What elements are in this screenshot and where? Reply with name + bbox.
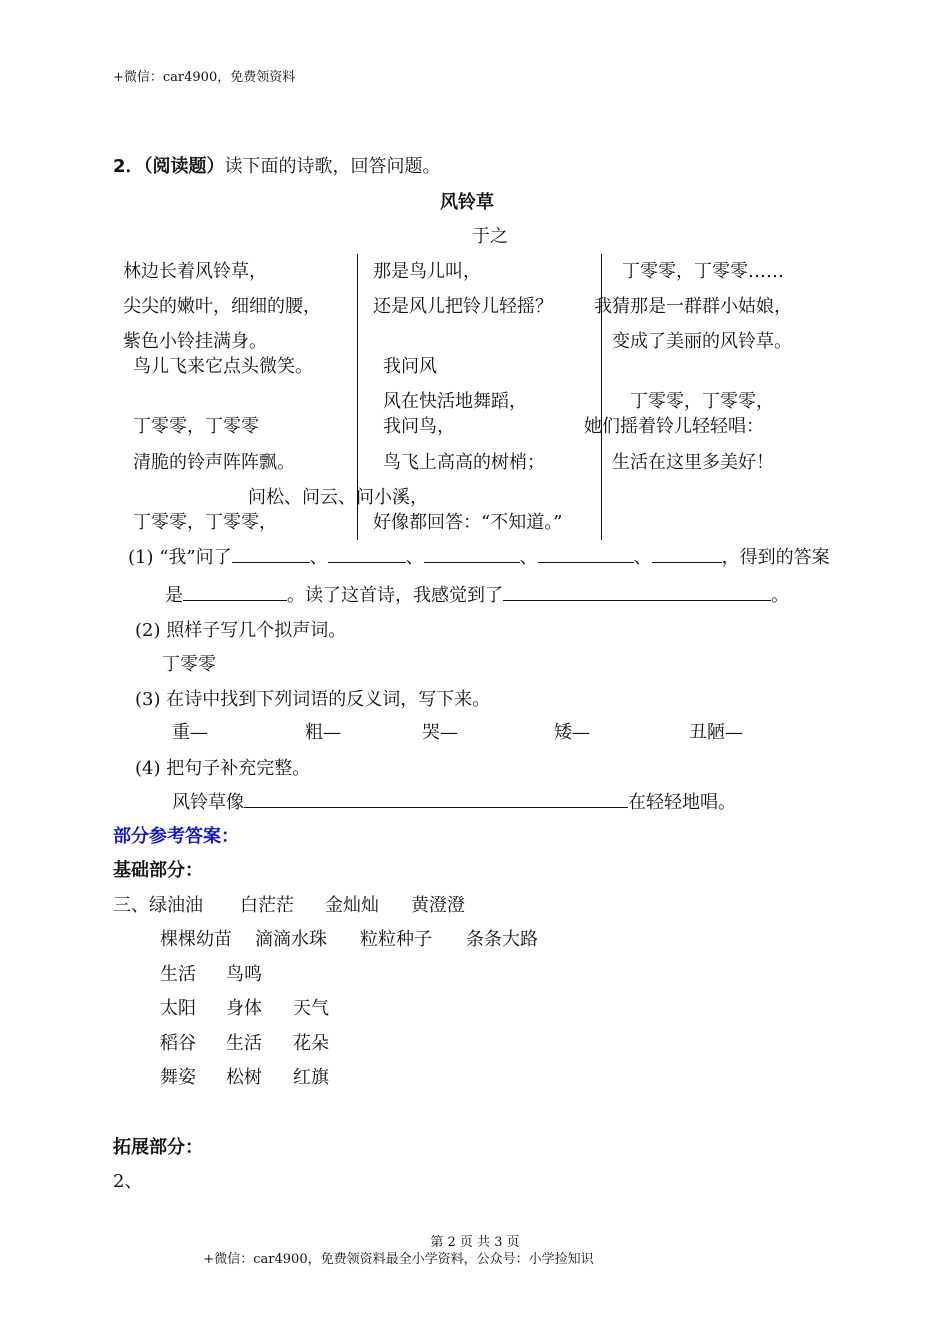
answer-word: 稻谷 — [160, 1033, 196, 1054]
q2-prompt: (2) 照样子写几个拟声词。 — [135, 620, 347, 641]
answer-blank[interactable] — [538, 546, 634, 563]
q3-word: 矮— — [554, 722, 590, 743]
poem-line: 清脆的铃声阵阵飘。 — [133, 452, 295, 473]
poem-line: 尖尖的嫩叶，细细的腰， — [123, 296, 321, 317]
poem-line: 好像都回答：“不知道。” — [373, 512, 563, 533]
q4-sentence — [172, 788, 736, 814]
answer-word: 身体 — [226, 998, 262, 1019]
answer-blank[interactable] — [424, 546, 520, 563]
answer-word: 生活 — [226, 1033, 262, 1054]
question-prompt: 读下面的诗歌，回答问题。 — [224, 156, 441, 177]
answer-word: 棵棵幼苗 — [160, 929, 232, 950]
basic-heading: 基础部分： — [113, 860, 203, 881]
answer-word: 滴滴水珠 — [255, 929, 327, 950]
answer-blank[interactable] — [244, 791, 628, 808]
poem-line: 问松、问云、问小溪， — [248, 487, 428, 508]
answers-heading: 部分参考答案： — [113, 826, 239, 847]
answer-word: 三、绿油油 — [113, 895, 203, 916]
q3-word: 重— — [172, 722, 208, 743]
q1-text: (1) “我”问了 — [128, 547, 232, 568]
poem-title: 风铃草 — [440, 192, 494, 213]
answer-word: 太阳 — [160, 998, 196, 1019]
answer-blank[interactable] — [183, 584, 287, 601]
q1-sep: 、 — [633, 547, 652, 568]
answer-word: 舞姿 — [160, 1067, 196, 1088]
poem-line: 林边长着风铃草， — [123, 261, 267, 282]
poem-line: 我猜那是一群群小姑娘， — [594, 296, 792, 317]
q4-text: 在轻轻地唱。 — [628, 792, 736, 813]
poem-line: 紫色小铃挂满身。 — [123, 331, 267, 352]
q3-prompt: (3) 在诗中找到下列词语的反义词，写下来。 — [135, 689, 491, 710]
poem-line: 风在快活地舞蹈， — [383, 391, 527, 412]
q1-text: 是 — [165, 585, 183, 606]
answer-word: 粒粒种子 — [360, 929, 432, 950]
poem-line: 我问风 — [383, 356, 437, 377]
q1-text: ，得到的答案 — [721, 547, 830, 568]
poem-line: 丁零零，丁零零， — [630, 391, 774, 412]
q2-example: 丁零零 — [162, 654, 216, 675]
answer-blank[interactable] — [232, 546, 310, 563]
question-heading — [113, 152, 441, 178]
q1-text: 。 — [771, 585, 789, 606]
q4-prompt: (4) 把句子补充完整。 — [135, 758, 311, 779]
poem-line: 丁零零，丁零零 — [133, 416, 259, 437]
poem-line: 她们摇着铃儿轻轻唱： — [584, 416, 764, 437]
poem-line: 丁零零，丁零零， — [133, 512, 277, 533]
answer-word: 红旗 — [293, 1067, 329, 1088]
header-promo: +微信：car4900，免费领资料 — [113, 70, 296, 85]
q1-line1 — [128, 543, 830, 569]
q1-sep: 、 — [405, 547, 424, 568]
q1-line2 — [165, 581, 789, 607]
answer-word: 鸟鸣 — [226, 964, 262, 985]
q3-word: 哭— — [422, 722, 458, 743]
question-type: （阅读题） — [143, 156, 225, 177]
question-number: 2． — [113, 156, 144, 177]
poem-line: 丁零零，丁零零…… — [622, 261, 784, 282]
poem-line: 鸟飞上高高的树梢； — [383, 452, 545, 473]
footer-promo: +微信：car4900，免费领资料最全小学资料，公众号：小学捡知识 — [203, 1252, 594, 1267]
answer-blank[interactable] — [652, 546, 722, 563]
answer-blank[interactable] — [503, 584, 771, 601]
answer-word: 花朵 — [293, 1033, 329, 1054]
poem-line: 那是鸟儿叫， — [373, 261, 481, 282]
poem-line: 我问鸟， — [383, 416, 455, 437]
q1-text: 。读了这首诗，我感觉到了 — [287, 585, 503, 606]
poem-line: 鸟儿飞来它点头微笑。 — [133, 356, 313, 377]
q3-word: 丑陋— — [689, 722, 743, 743]
answer-word: 白茫茫 — [240, 895, 294, 916]
extension-heading: 拓展部分： — [113, 1137, 203, 1158]
answer-word: 天气 — [293, 998, 329, 1019]
page-number: 第 2 页 共 3 页 — [430, 1235, 520, 1250]
poem-line: 变成了美丽的风铃草。 — [612, 331, 792, 352]
q1-sep: 、 — [309, 547, 328, 568]
answer-word: 生活 — [160, 964, 196, 985]
answer-word: 条条大路 — [466, 929, 538, 950]
answer-word: 松树 — [226, 1067, 262, 1088]
q3-word: 粗— — [305, 722, 341, 743]
q4-text: 风铃草像 — [172, 792, 244, 813]
answer-blank[interactable] — [328, 546, 406, 563]
q1-sep: 、 — [519, 547, 538, 568]
poem-line: 生活在这里多美好！ — [612, 452, 774, 473]
poem-line: 还是风儿把铃儿轻摇？ — [373, 296, 553, 317]
answer-word: 金灿灿 — [325, 895, 379, 916]
extension-item: 2、 — [113, 1171, 143, 1192]
poem-author: 于之 — [472, 226, 508, 247]
answer-word: 黄澄澄 — [411, 895, 465, 916]
